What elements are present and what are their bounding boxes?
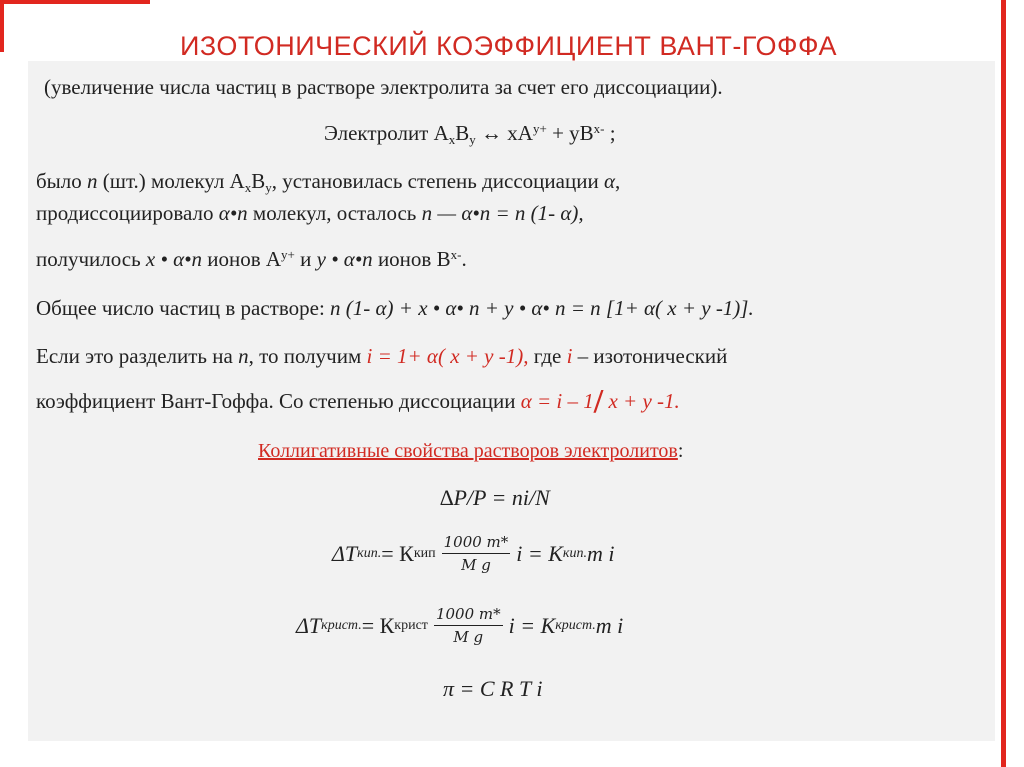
colligative-heading: Коллигативные свойства растворов электролитов: <box>258 440 684 462</box>
text-line-5: Если это разделить на n, то получим i = 1+ α( x + y -1), где i – изотонический <box>36 344 728 368</box>
text-line-3: получилось x • α•n ионов $А^{y+}$ и y • α•n ионов $В^{x-}$. <box>36 247 467 271</box>
right-accent-bar <box>1001 0 1006 767</box>
text-line-1: было n (шт.) молекул $А_xВ_y$, установилась степень диссоциации α, <box>36 169 621 195</box>
slide-title: ИЗОТОНИЧЕСКИЙ КОЭФФИЦИЕНТ ВАНТ-ГОФФА <box>180 31 837 61</box>
formula-pressure: ∆P/P = ni/N <box>440 485 550 510</box>
intro-line: (увеличение числа частиц в растворе электролита за счет его диссоциации). <box>44 75 723 99</box>
text-line-4: Общее число частиц в растворе: n (1- α) + x • α• n + y • α• n = n [1+ α( x + y -1)]. <box>36 296 754 320</box>
text-line-6: коэффициент Вант-Гоффа. Со степенью диссоциации α = i – 1/ x + y -1. <box>36 383 680 420</box>
boiling-fraction: $\frac{1000 m*}{\text{M g}}$ <box>443 533 509 574</box>
content-panel <box>28 61 995 741</box>
text-line-2: продиссоциировало α•n молекул, осталось n — α•n = n (1- α), <box>36 201 584 225</box>
formula-osmotic: π = C R T i <box>443 676 543 701</box>
corner-accent-horizontal <box>0 0 150 4</box>
electrolyte-equation: Электролит $А_xВ_y$ ↔ $xA^{y+} + yB^{x-}$ ; <box>324 121 616 147</box>
formula-boiling: ΔT кип. = К кип $\frac{1000 m*}{\text{M g}}$ i = K кип. m i <box>332 533 615 574</box>
formula-freezing: ΔT крист. = К крист $\frac{1000 m*}{\text{M g}}$ i = K крист. m i <box>296 605 624 646</box>
freezing-fraction: $\frac{1000 m*}{\text{M g}}$ <box>435 605 501 646</box>
corner-accent-vertical <box>0 0 4 52</box>
